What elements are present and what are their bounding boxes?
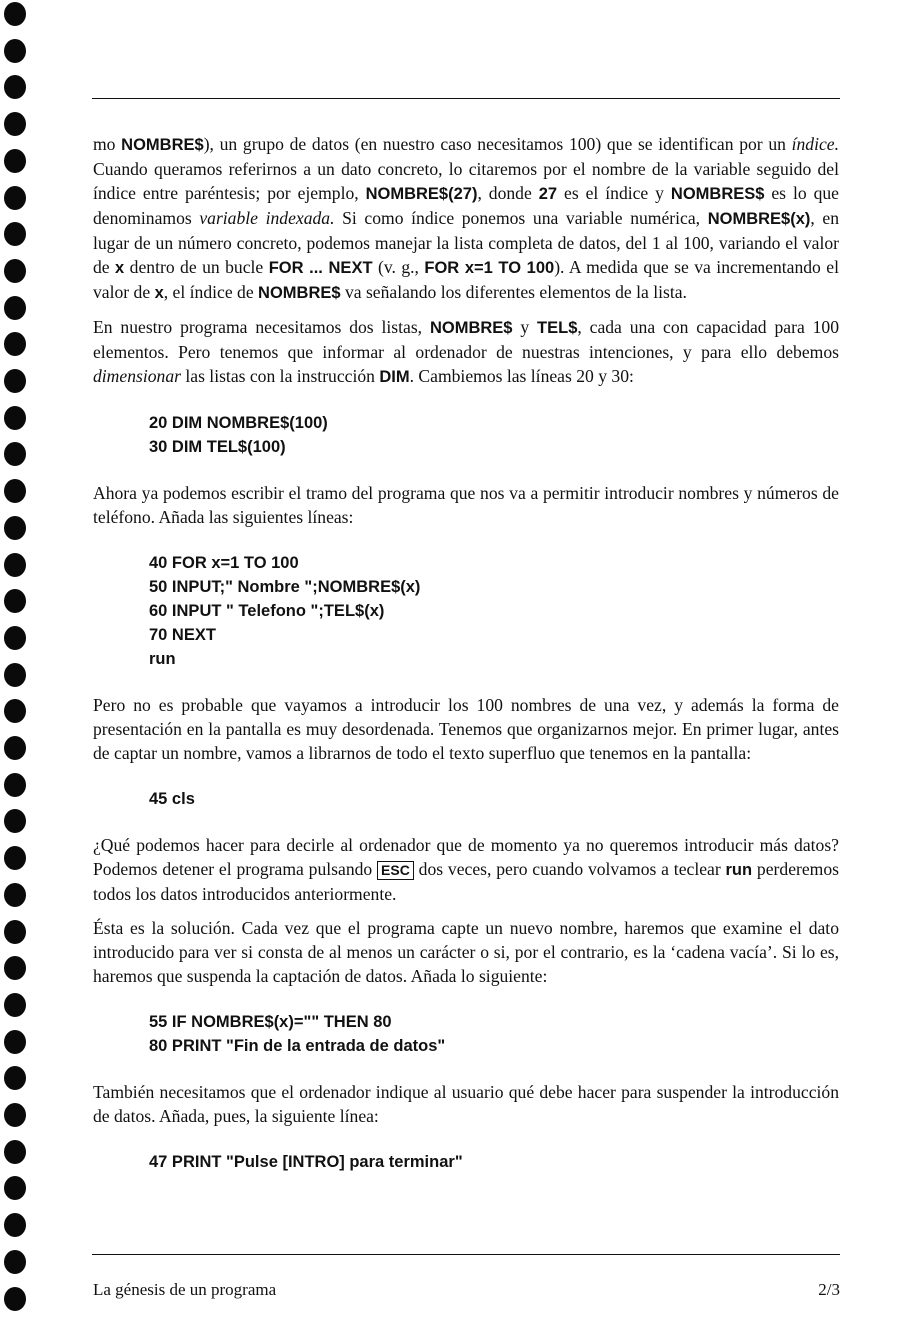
code-line: run: [149, 650, 176, 668]
binder-hole: [4, 1213, 26, 1237]
code-line: 30 DIM TEL$(100): [149, 438, 286, 456]
paragraph-6: Ésta es la solución. Cada vez que el programa capte un nuevo nombre, haremos que examine el dato introducido para ver si consta de al menos un carácter o si, por el contrario, es la ‘cadena vacía’. Si lo es, haremos que suspenda la captación de datos. Añada lo siguiente:: [93, 918, 839, 986]
binder-hole: [4, 39, 26, 63]
binder-hole: [4, 1066, 26, 1090]
binder-hole: [4, 2, 26, 26]
binder-hole: [4, 149, 26, 173]
footer-title: La génesis de un programa: [93, 1280, 277, 1299]
code-line: 55 IF NOMBRE$(x)="" THEN 80: [149, 1013, 392, 1031]
binder-hole: [4, 479, 26, 503]
code-block-dim: [149, 411, 839, 459]
code-block-if-then: [149, 1010, 839, 1058]
code-line: 80 PRINT "Fin de la entrada de datos": [149, 1037, 446, 1055]
binder-hole: [4, 186, 26, 210]
bottom-rule: [92, 1254, 840, 1255]
binder-hole: [4, 699, 26, 723]
binder-hole: [4, 75, 26, 99]
binder-hole: [4, 296, 26, 320]
page-footer: [93, 1280, 840, 1300]
page-body: [93, 132, 839, 1196]
code-line: 60 INPUT " Telefono ";TEL$(x): [149, 602, 385, 620]
code-block-print: [149, 1150, 839, 1174]
binder-hole: [4, 442, 26, 466]
esc-keycap: ESC: [377, 861, 414, 880]
binder-hole: [4, 516, 26, 540]
paragraph-3: Ahora ya podemos escribir el tramo del programa que nos va a permitir introducir nombres y números de teléfono. Añada las siguientes líneas:: [93, 483, 839, 527]
paragraph-4: Pero no es probable que vayamos a introducir los 100 nombres de una vez, y además la forma de presentación en la pantalla es muy desordenada. Tenemos que organizarnos mejor. En primer lugar, antes de captar un nombre, vamos a librarnos de todo el texto superfluo que tenemos en la pantalla:: [93, 695, 839, 763]
binder-hole: [4, 920, 26, 944]
paragraph-1: mo NOMBRE$), un grupo de datos (en nuestro caso necesitamos 100) que se identifican por un índice. Cuando queramos referirnos a un dato concreto, lo citaremos por el nombre de la variable seguido del índice entre paréntesis; por ejemplo, NOMBRE$(27), donde 27 es el índice y NOMBRES$ es lo que denominamos variable indexada. Si como índice ponemos una variable numérica, NOMBRE$(x), en lugar de un número concreto, podemos manejar la lista completa de datos, del 1 al 100, variando el valor de x dentro de un bucle FOR ... NEXT (v. g., FOR x=1 TO 100). A medida que se va incrementando el valor de x, el índice de NOMBRE$ va señalando los diferentes elementos de la lista.: [93, 134, 840, 302]
binder-hole: [4, 369, 26, 393]
code-line: 45 cls: [149, 790, 195, 808]
binder-hole: [4, 1030, 26, 1054]
code-line: 40 FOR x=1 TO 100: [149, 554, 299, 572]
binder-hole: [4, 993, 26, 1017]
code-line: 70 NEXT: [149, 626, 216, 644]
page-number: 2/3: [818, 1280, 840, 1299]
binder-hole: [4, 809, 26, 833]
code-line: 20 DIM NOMBRE$(100): [149, 414, 328, 432]
binder-hole: [4, 553, 26, 577]
binder-hole: [4, 112, 26, 136]
binder-hole: [4, 1103, 26, 1127]
top-rule: [92, 98, 840, 99]
binder-hole: [4, 1140, 26, 1164]
binder-holes: [0, 0, 40, 1334]
binder-hole: [4, 883, 26, 907]
binder-hole: [4, 589, 26, 613]
binder-hole: [4, 1176, 26, 1200]
binder-hole: [4, 259, 26, 283]
binder-hole: [4, 663, 26, 687]
binder-hole: [4, 1287, 26, 1311]
binder-hole: [4, 332, 26, 356]
binder-hole: [4, 222, 26, 246]
binder-hole: [4, 736, 26, 760]
code-block-cls: [149, 787, 839, 811]
paragraph-7: También necesitamos que el ordenador indique al usuario qué debe hacer para suspender la introducción de datos. Añada, pues, la siguiente línea:: [93, 1082, 839, 1126]
code-line: 50 INPUT;" Nombre ";NOMBRE$(x): [149, 578, 421, 596]
binder-hole: [4, 626, 26, 650]
code-block-input-loop: [149, 551, 839, 671]
code-line: 47 PRINT "Pulse [INTRO] para terminar": [149, 1153, 463, 1171]
binder-hole: [4, 1250, 26, 1274]
binder-hole: [4, 956, 26, 980]
paragraph-2: En nuestro programa necesitamos dos listas, NOMBRE$ y TEL$, cada una con capacidad para 100 elementos. Pero tenemos que informar al ordenador de nuestras intenciones, y para ello debemos dimensionar las listas con la instrucción DIM. Cambiemos las líneas 20 y 30:: [93, 317, 840, 386]
binder-hole: [4, 773, 26, 797]
binder-hole: [4, 406, 26, 430]
paragraph-5: ¿Qué podemos hacer para decirle al ordenador que de momento ya no queremos introducir más datos? Podemos detener el programa pulsando ESC dos veces, pero cuando volvamos a teclear run perderemos todos los datos introducidos anteriormente.: [93, 835, 840, 904]
binder-hole: [4, 846, 26, 870]
